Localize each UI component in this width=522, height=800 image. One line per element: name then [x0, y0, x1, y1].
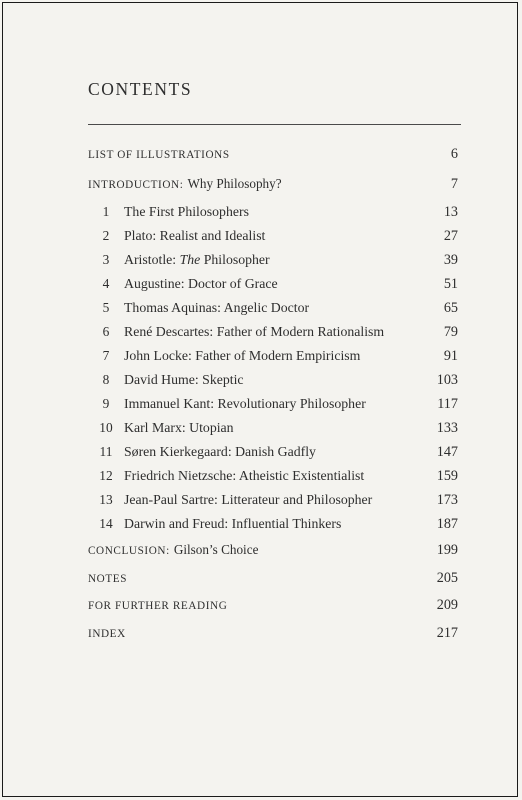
- chapter-number: 7: [102, 348, 110, 363]
- page-title: CONTENTS: [88, 79, 193, 99]
- toc-chapter-10[interactable]: [88, 420, 458, 442]
- toc-entry-further-reading[interactable]: [88, 597, 458, 619]
- toc-chapter-11[interactable]: [88, 444, 458, 466]
- chapter-number: 8: [102, 372, 110, 387]
- toc-entry-label: FOR FURTHER READING: [88, 600, 228, 612]
- chapter-number: 10: [99, 420, 113, 435]
- toc-page-number: 205: [436, 570, 458, 586]
- toc-page-number: 209: [436, 597, 458, 613]
- toc-chapter-14[interactable]: [88, 516, 458, 538]
- toc-entry-title: Why Philosophy?: [187, 176, 282, 191]
- chapter-title: Plato: Realist and Idealist: [124, 228, 266, 243]
- chapter-title: Søren Kierkegaard: Danish Gadfly: [124, 444, 316, 459]
- toc-page-number: 159: [436, 468, 458, 484]
- toc-page-number: 173: [436, 492, 458, 508]
- toc-page-number: 91: [443, 348, 458, 364]
- chapter-title: The First Philosophers: [124, 204, 249, 219]
- toc-page-number: 187: [436, 516, 458, 532]
- chapter-title: David Hume: Skeptic: [124, 372, 244, 387]
- toc-page-number: 13: [443, 204, 458, 220]
- toc-chapter-6[interactable]: [88, 324, 458, 346]
- toc-entry-label: LIST OF ILLUSTRATIONS: [88, 149, 230, 161]
- chapter-number: 13: [99, 492, 113, 507]
- toc-chapter-4[interactable]: [88, 276, 458, 298]
- chapter-number: 4: [102, 276, 110, 291]
- chapter-title: Thomas Aquinas: Angelic Doctor: [124, 300, 310, 315]
- toc-page-number: 65: [443, 300, 458, 316]
- toc-page-number: 51: [443, 276, 458, 292]
- toc-page-number: 199: [436, 542, 458, 558]
- toc-page-number: 103: [436, 372, 458, 388]
- toc-entry-illustrations[interactable]: [88, 146, 458, 168]
- toc-page-number: 79: [443, 324, 458, 340]
- chapter-number: 1: [102, 204, 110, 219]
- toc-page-number: 117: [437, 396, 458, 412]
- toc-entry-title: Gilson’s Choice: [173, 542, 259, 557]
- chapter-title: Immanuel Kant: Revolutionary Philosopher: [124, 396, 366, 411]
- chapter-number: 12: [99, 468, 113, 483]
- chapter-title: Friedrich Nietzsche: Atheistic Existentialist: [124, 468, 365, 483]
- divider: [88, 124, 461, 125]
- toc-entry-introduction[interactable]: [88, 176, 458, 198]
- chapter-title: Aristotle: The Philosopher: [124, 252, 270, 267]
- chapter-title: René Descartes: Father of Modern Rationalism: [124, 324, 385, 339]
- toc-chapter-1[interactable]: [88, 204, 458, 226]
- toc-chapter-5[interactable]: [88, 300, 458, 322]
- toc-chapter-8[interactable]: [88, 372, 458, 394]
- toc-chapter-3[interactable]: [88, 252, 458, 274]
- toc-page-number: 7: [450, 176, 458, 192]
- toc-entry-index[interactable]: [88, 625, 458, 647]
- toc-chapter-7[interactable]: [88, 348, 458, 370]
- toc-page-number: 6: [450, 146, 458, 162]
- chapter-number: 5: [102, 300, 110, 315]
- toc-chapter-9[interactable]: [88, 396, 458, 418]
- toc-chapter-2[interactable]: [88, 228, 458, 250]
- chapter-title: John Locke: Father of Modern Empiricism: [124, 348, 361, 363]
- toc-entry-label: CONCLUSION:: [88, 545, 170, 557]
- toc-page-number: 217: [436, 625, 458, 641]
- chapter-title: Karl Marx: Utopian: [124, 420, 234, 435]
- chapter-title: Jean-Paul Sartre: Litterateur and Philosopher: [124, 492, 373, 507]
- chapter-title: Darwin and Freud: Influential Thinkers: [124, 516, 342, 531]
- chapter-number: 3: [102, 252, 110, 267]
- chapter-number: 2: [102, 228, 110, 243]
- toc-entry-notes[interactable]: [88, 570, 458, 592]
- chapter-number: 6: [102, 324, 110, 339]
- chapter-title: Augustine: Doctor of Grace: [124, 276, 278, 291]
- toc-entry-label: INTRODUCTION:: [88, 179, 184, 191]
- toc-page-number: 39: [443, 252, 458, 268]
- chapter-number: 9: [102, 396, 110, 411]
- chapter-number: 14: [99, 516, 113, 531]
- toc-entry-label: INDEX: [88, 628, 126, 640]
- toc-chapter-13[interactable]: [88, 492, 458, 514]
- toc-entry-label: NOTES: [88, 573, 128, 585]
- toc-chapter-12[interactable]: [88, 468, 458, 490]
- toc-page-number: 133: [436, 420, 458, 436]
- chapter-number: 11: [99, 444, 113, 459]
- toc-entry-conclusion[interactable]: [88, 542, 458, 564]
- toc-page-number: 27: [443, 228, 458, 244]
- toc-page-number: 147: [436, 444, 458, 460]
